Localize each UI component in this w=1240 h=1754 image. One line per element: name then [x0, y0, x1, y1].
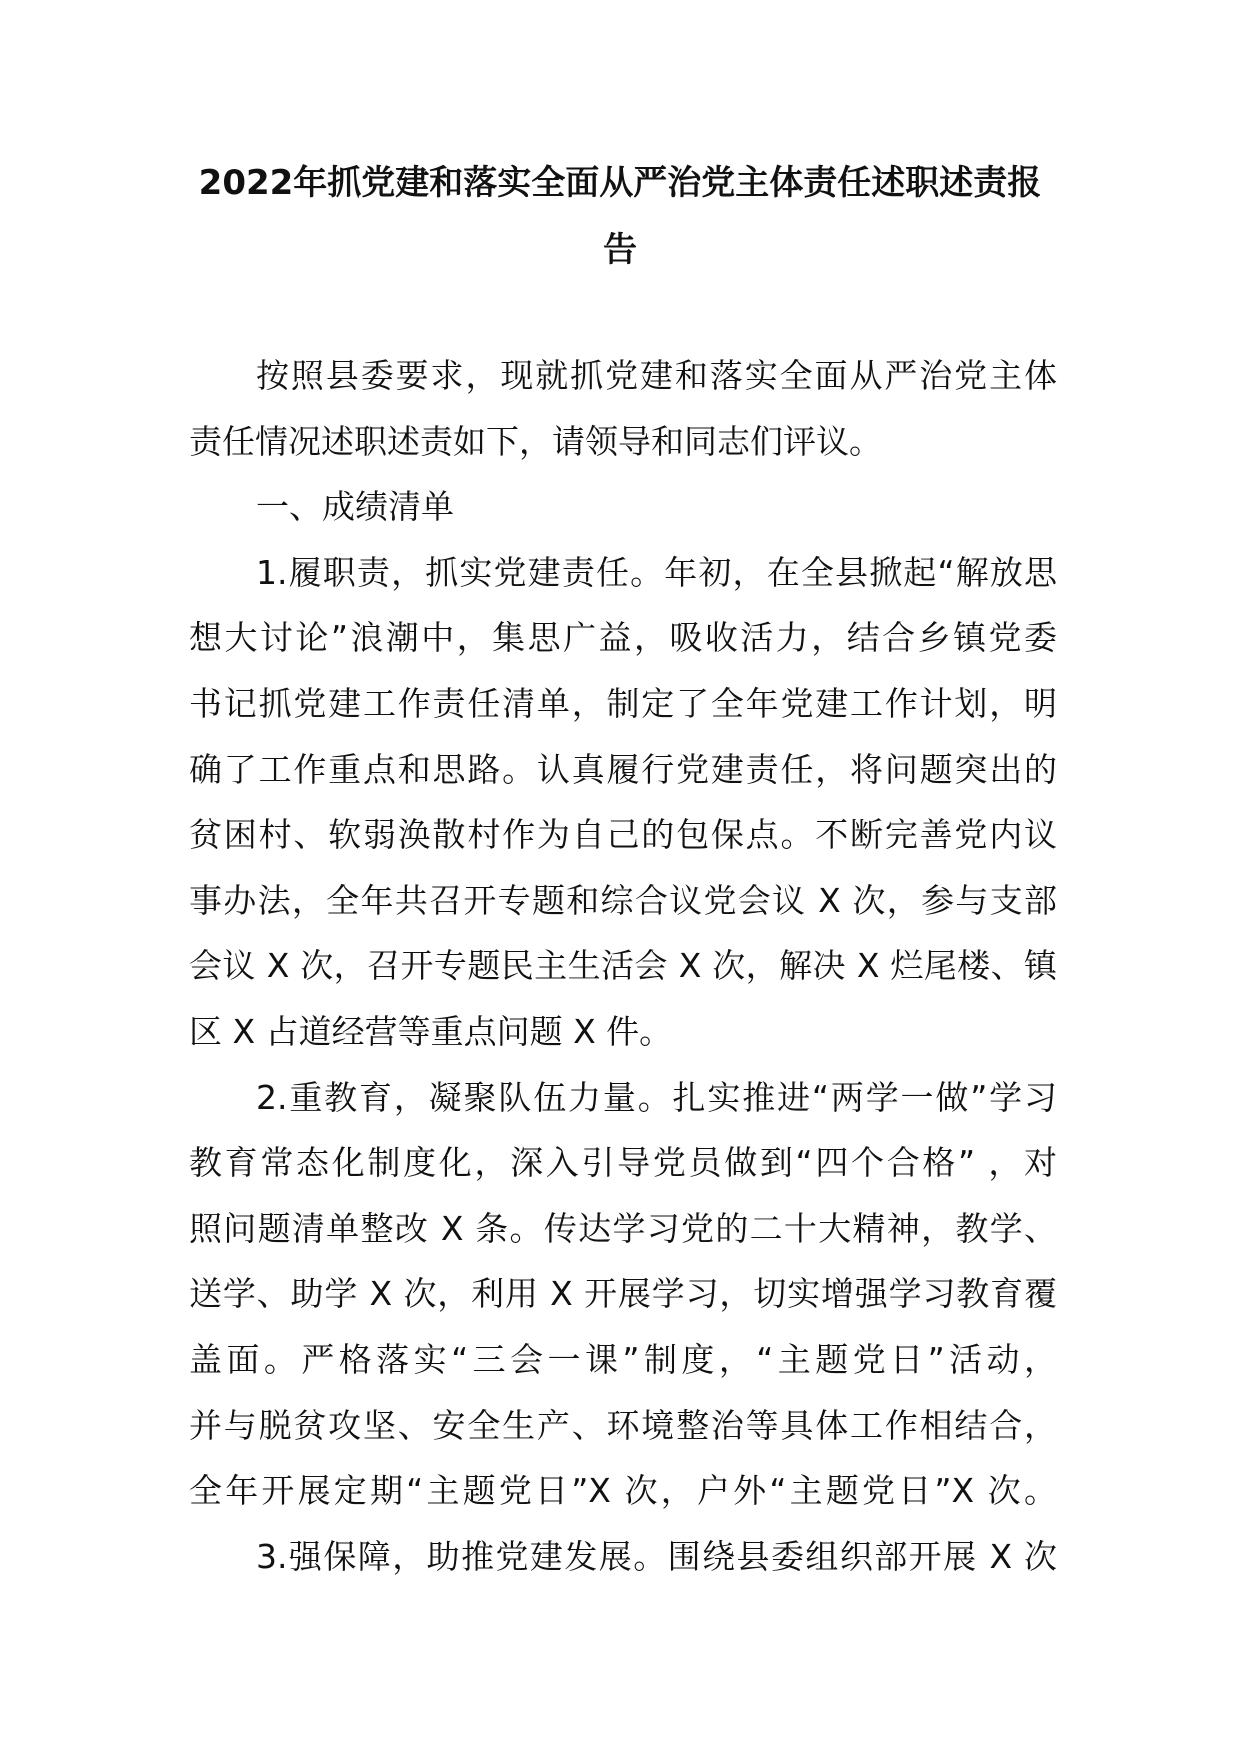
text-line: 书记抓党建工作责任清单，制定了全年党建工作计划，明 [189, 683, 1057, 723]
text-line: 1.履职责，抓实党建责任。年初，在全县掀起“解放思 [256, 552, 1057, 592]
text-line: 2.重教育，凝聚队伍力量。扎实推进“两学一做”学习 [256, 1077, 1057, 1117]
text-line: 一、成绩清单 [256, 487, 454, 527]
text-line: 贫困村、软弱涣散村作为自己的包保点。不断完善党内议 [189, 815, 1057, 855]
title-line: 告 [603, 230, 637, 270]
paragraph-item-2 [189, 1065, 1057, 1524]
text-line: 送学、助学 X 次，利用 X 开展学习，切实增强学习教育覆 [189, 1274, 1057, 1314]
text-line: 确了工作重点和思路。认真履行党建责任，将问题突出的 [189, 749, 1057, 789]
text-line: 想大讨论”浪潮中，集思广益，吸收活力，结合乡镇党委 [189, 618, 1057, 658]
text-line: 并与脱贫攻坚、安全生产、环境整治等具体工作相结合， [189, 1405, 1057, 1445]
document-title [190, 150, 1050, 284]
text-line: 3.强保障，助推党建发展。围绕县委组织部开展 X 次 [256, 1536, 1057, 1576]
text-line: 责任情况述职述责如下，请领导和同志们评议。 [189, 421, 882, 461]
text-line: 区 X 占道经营等重点问题 X 件。 [189, 1011, 673, 1051]
text-line: 会议 X 次，召开专题民主生活会 X 次，解决 X 烂尾楼、镇 [189, 946, 1057, 986]
document-body [189, 343, 1057, 1589]
section-heading [189, 474, 1057, 540]
title-line: 2022年抓党建和落实全面从严治党主体责任述职述责报 [198, 163, 1042, 203]
paragraph-intro [189, 343, 1057, 474]
text-line: 按照县委要求，现就抓党建和落实全面从严治党主体 [256, 356, 1057, 395]
text-line: 教育常态化制度化，深入引导党员做到“四个合格” ，对 [189, 1143, 1057, 1183]
text-line: 全年开展定期“主题党日”X 次，户外“主题党日”X 次。 [189, 1471, 1057, 1511]
paragraph-item-3 [189, 1524, 1057, 1590]
text-line: 事办法，全年共召开专题和综合议党会议 X 次，参与支部 [189, 880, 1057, 920]
text-line: 盖面。严格落实“三会一课”制度，“主题党日”活动， [189, 1339, 1057, 1379]
paragraph-item-1 [189, 540, 1057, 1065]
text-line: 照问题清单整改 X 条。传达学习党的二十大精神，教学、 [189, 1208, 1057, 1248]
